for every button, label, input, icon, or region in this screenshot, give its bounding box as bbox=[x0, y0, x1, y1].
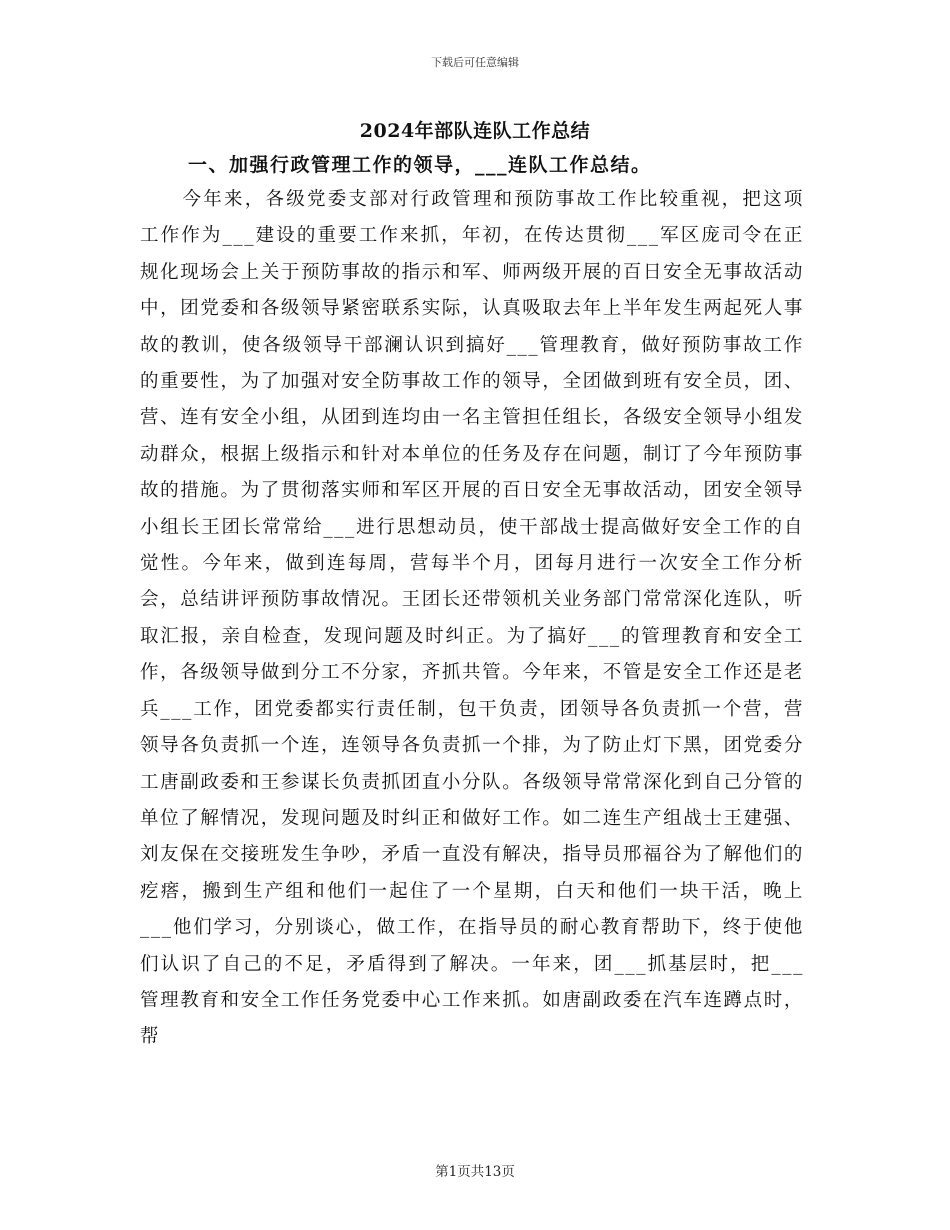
page-header-note: 下载后可任意编辑 bbox=[431, 56, 519, 69]
section-heading: 一、加强行政管理工作的领导，___连队工作总结。 bbox=[188, 154, 652, 176]
document-title: 2024年部队连队工作总结 bbox=[359, 120, 591, 142]
page-footer-indicator: 第1页共13页 bbox=[435, 1164, 515, 1180]
body-paragraph: 今年来，各级党委支部对行政管理和预防事故工作比较重视，把这项工作作为___建设的重要工作来抓，年初，在传达贯彻___军区庞司令在正规化现场会上关于预防事故的指示和军、师两级开展的百日安全无事故活动中，团党委和各级领导紧密联系实际，认真吸取去年上半年发生两起死人事故的教训，使各级领导干部澜认识到搞好___管理教育，做好预防事故工作的重要性，为了加强对安全防事故工作的领导，全团做到班有安全员，团、营、连有安全小组，从团到连均由一名主管担任组长，各级安全领导小组发动群众，根据上级指示和针对本单位的任务及存在问题，制订了今年预防事故的措施。为了贯彻落实师和军区开展的百日安全无事故活动，团安全领导小组长王团长常常给___进行思想动员，使干部战士提高做好安全工作的自觉性。今年来，做到连每周，营每半个月，团每月进行一次安全工作分析会，总结讲评预防事故情况。王团长还带领机关业务部门常常深化连队，听取汇报，亲自检查，发现问题及时纠正。为了搞好___的管理教育和安全工作，各级领导做到分工不分家，齐抓共管。今年来，不管是安全工作还是老兵___工作，团党委都实行责任制，包干负责，团领导各负责抓一个营，营领导各负责抓一个连，连领导各负责抓一个排，为了防止灯下黑，团党委分工唐副政委和王参谋长负责抓团直小分队。各级领导常常深化到自己分管的单位了解情况，发现问题及时纠正和做好工作。如二连生产组战士王建强、刘友保在交接班发生争吵，矛盾一直没有解决，指导员邢福谷为了解他们的疙瘩，搬到生产组和他们一起住了一个星期，白天和他们一块干活，晚上___他们学习，分别谈心，做工作，在指导员的耐心教育帮助下，终于使他们认识了自己的不足，矛盾得到了解决。一年来，团___抓基层时，把___管理教育和安全工作任务党委中心工作来抓。如唐副政委在汽车连蹲点时，帮 bbox=[140, 189, 804, 1048]
